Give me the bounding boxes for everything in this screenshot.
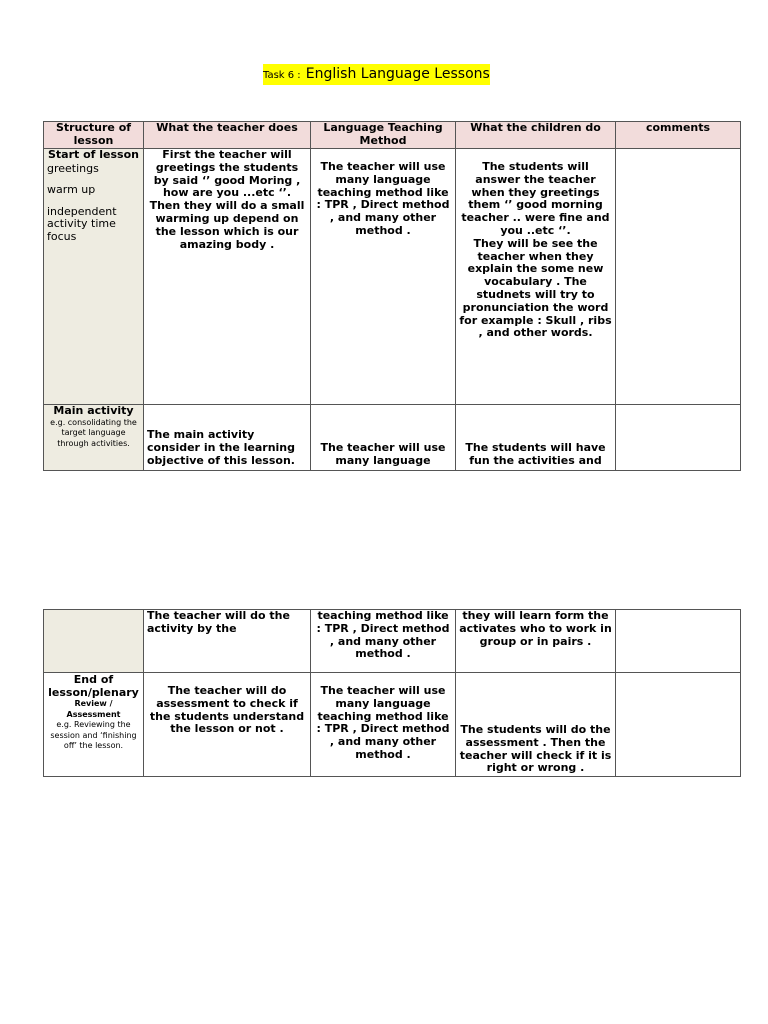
table-row-cont [44, 610, 741, 673]
start-label-cell [44, 149, 144, 405]
end-teacher-cell [144, 673, 311, 777]
table-row-end [44, 673, 741, 777]
cont-comments-cell [616, 610, 741, 673]
lesson-table-bottom [43, 609, 741, 777]
end-label: End of lesson/plenary [48, 673, 139, 699]
main-note: e.g. consolidating the target language through activities. [50, 417, 137, 448]
end-comments-cell [616, 673, 741, 777]
start-teacher-text: First the teacher will greetings the students by said ‘’ good Moring , how are you ...etc ‘’. Then they will do a small warming up depend on the lesson which is our amazing body . [149, 148, 305, 251]
end-teacher-text: The teacher will do assessment to check if the students understand the lesson or not . [149, 684, 305, 736]
main-children-cell [456, 405, 616, 471]
end-review: Review / Assessment [66, 699, 121, 719]
cont-teacher-text: The teacher will do the activity by the [147, 609, 290, 635]
start-teacher-cell [144, 149, 311, 405]
start-item-independent: independent activity time focus [47, 204, 117, 243]
main-method-cell [311, 405, 456, 471]
main-label-cell [44, 405, 144, 471]
end-method-text: The teacher will use many language teaching method like : TPR , Direct method , and many other method . [316, 684, 450, 761]
document-title [263, 64, 490, 85]
header-comments: comments [616, 122, 741, 149]
main-teacher-text: The main activity consider in the learning objective of this lesson. [147, 428, 296, 467]
table-row-start [44, 149, 741, 405]
cont-label-cell [44, 610, 144, 673]
start-children-text: The students will answer the teacher when they greetings them ‘’ good morning teacher .. were fine and you ..etc ‘’. They will be see the teacher when they explain the some new vocabulary . The studnets will try to pronunciation the word for example : Skull , ribs , and other words. [459, 160, 612, 340]
header-structure: Structure of lesson [44, 122, 144, 149]
start-method-cell [311, 149, 456, 405]
table-row-main [44, 405, 741, 471]
end-children-text: The students will do the assessment . Then the teacher will check if it is right or wrong . [459, 723, 612, 775]
start-method-text: The teacher will use many language teaching method like : TPR , Direct method , and many other method . [316, 160, 450, 237]
start-item-warmup: warm up [47, 183, 96, 196]
cont-method-cell [311, 610, 456, 673]
cont-children-cell [456, 610, 616, 673]
title-text: English Language Lessons [305, 66, 490, 82]
main-teacher-cell [144, 405, 311, 471]
end-label-cell [44, 673, 144, 777]
task-label: Task 6 : [263, 70, 301, 81]
end-note: e.g. Reviewing the session and ‘finishing off’ the lesson. [50, 720, 137, 750]
cont-teacher-cell [144, 610, 311, 673]
main-comments-cell [616, 405, 741, 471]
end-method-cell [311, 673, 456, 777]
table-header-row [44, 122, 741, 149]
cont-children-text: they will learn form the activates who to work in group or in pairs . [459, 609, 612, 648]
main-method-text: The teacher will use many language [320, 441, 446, 467]
start-item-greetings: greetings [47, 161, 99, 175]
end-children-cell [456, 673, 616, 777]
header-children: What the children do [456, 122, 616, 149]
start-label: Start of lesson [47, 148, 139, 161]
lesson-table-top [43, 121, 741, 471]
main-label: Main activity [53, 404, 134, 417]
main-children-text: The students will have fun the activities and [465, 441, 606, 467]
header-method: Language Teaching Method [311, 122, 456, 149]
header-teacher: What the teacher does [144, 122, 311, 149]
cont-method-text: teaching method like : TPR , Direct method , and many other method . [316, 609, 450, 661]
start-comments-cell [616, 149, 741, 405]
start-children-cell [456, 149, 616, 405]
